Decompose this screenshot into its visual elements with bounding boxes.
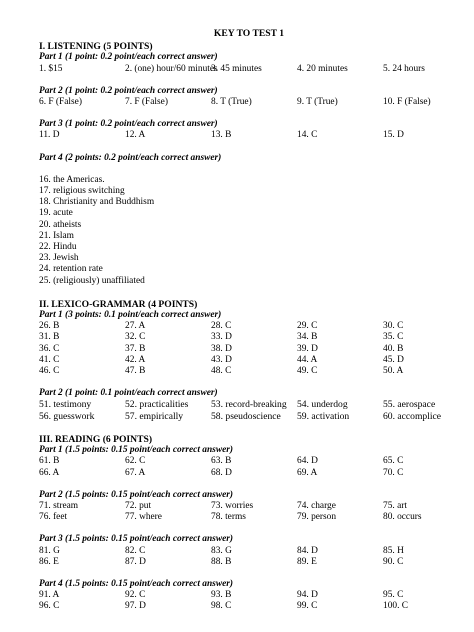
answer-row xyxy=(39,355,459,366)
answer-item: 69. A xyxy=(297,467,318,478)
answer-item: 93. B xyxy=(211,590,232,601)
listening-part3-heading: Part 3 (1 point: 0.2 point/each correct answer) xyxy=(39,119,218,130)
answer-row xyxy=(39,332,459,343)
answer-item: 35. C xyxy=(383,332,404,343)
answer-item: 1. $15 xyxy=(39,63,63,74)
answer-row xyxy=(39,546,459,557)
answer-item: 33. D xyxy=(211,332,232,343)
answer-item: 89. E xyxy=(297,556,317,567)
answer-item: 100. C xyxy=(383,601,409,612)
answer-item: 46. C xyxy=(39,366,60,377)
answer-item: 8. T (True) xyxy=(211,97,252,108)
answer-item: 71. stream xyxy=(39,500,79,511)
answer-item: 97. D xyxy=(125,601,146,612)
answer-item: 60. accomplice xyxy=(383,410,442,422)
list-item: 25. (religiously) unaffiliated xyxy=(39,275,145,286)
answer-item: 26. B xyxy=(39,321,60,332)
answer-item: 80. occurs xyxy=(383,512,422,523)
answer-row xyxy=(39,411,459,422)
answer-item: 78. terms xyxy=(211,512,246,523)
answer-item: 42. A xyxy=(125,354,146,365)
answer-item: 64. D xyxy=(297,456,318,467)
answer-item: 29. C xyxy=(297,321,318,332)
answer-item: 75. art xyxy=(383,500,407,511)
answer-item: 27. A xyxy=(125,321,146,332)
answer-item: 7. F (False) xyxy=(125,97,168,108)
listening-part2-heading: Part 2 (1 point: 0.2 point/each correct answer) xyxy=(39,85,218,96)
answer-key-page xyxy=(39,28,459,613)
answer-row xyxy=(39,468,459,479)
answer-row xyxy=(39,557,459,568)
list-item: 19. acute xyxy=(39,208,73,219)
answer-item: 70. C xyxy=(383,467,404,478)
answer-item: 45. D xyxy=(383,354,404,365)
list-item: 20. atheists xyxy=(39,219,82,230)
answer-item: 2. (one) hour/60 minutes xyxy=(125,63,218,74)
answer-row xyxy=(39,456,459,467)
list-item: 21. Islam xyxy=(39,230,74,241)
answer-item: 40. B xyxy=(383,343,404,354)
answer-item: 50. A xyxy=(383,366,404,377)
answer-item: 3. 45 minutes xyxy=(211,63,262,74)
answer-row xyxy=(39,399,459,410)
answer-item: 56. guesswork xyxy=(39,410,95,422)
answer-item: 14. C xyxy=(297,130,318,141)
answer-item: 43. D xyxy=(211,354,232,365)
answer-item: 85. H xyxy=(383,545,404,556)
answer-item: 61. B xyxy=(39,456,60,467)
reading-part2-heading: Part 2 (1.5 points: 0.15 point/each correct answer) xyxy=(39,489,234,500)
answer-item: 84. D xyxy=(297,545,318,556)
answer-item: 55. aerospace xyxy=(383,399,436,411)
answer-item: 52. practicalities xyxy=(125,399,189,411)
answer-list xyxy=(39,175,459,287)
list-item: 23. Jewish xyxy=(39,253,79,264)
reading-part1-heading: Part 1 (1.5 points: 0.15 point/each correct answer) xyxy=(39,445,234,456)
answer-item: 13. B xyxy=(211,130,232,141)
answer-item: 58. pseudoscience xyxy=(211,410,281,422)
answer-row xyxy=(39,130,459,141)
answer-item: 49. C xyxy=(297,366,318,377)
answer-item: 47. B xyxy=(125,366,146,377)
answer-row xyxy=(39,366,459,377)
answer-item: 59. activation xyxy=(297,410,350,422)
list-item: 24. retention rate xyxy=(39,264,103,275)
answer-item: 74. charge xyxy=(297,500,336,511)
answer-item: 38. D xyxy=(211,343,232,354)
answer-item: 77. where xyxy=(125,512,162,523)
lexico-heading: II. LEXICO-GRAMMAR (4 POINTS) xyxy=(39,298,198,310)
answer-item: 28. C xyxy=(211,321,232,332)
answer-item: 51. testimony xyxy=(39,399,92,411)
reading-part4-heading: Part 4 (1.5 points: 0.15 point/each correct answer) xyxy=(39,578,234,589)
answer-item: 86. E xyxy=(39,556,59,567)
lexico-part2-heading: Part 2 (1 point: 0.1 point/each correct answer) xyxy=(39,388,218,399)
answer-row xyxy=(39,512,459,523)
list-item: 18. Christianity and Buddhism xyxy=(39,197,155,208)
answer-row xyxy=(39,601,459,612)
answer-item: 87. D xyxy=(125,556,146,567)
answer-item: 32. C xyxy=(125,332,146,343)
answer-item: 83. G xyxy=(211,545,232,556)
answer-item: 31. B xyxy=(39,332,60,343)
answer-item: 4. 20 minutes xyxy=(297,63,348,74)
answer-item: 90. C xyxy=(383,556,404,567)
reading-part3-heading: Part 3 (1.5 points: 0.15 point/each correct answer) xyxy=(39,534,234,545)
answer-item: 68. D xyxy=(211,467,232,478)
answer-item: 41. C xyxy=(39,354,60,365)
answer-item: 66. A xyxy=(39,467,60,478)
answer-item: 94. D xyxy=(297,590,318,601)
answer-row xyxy=(39,64,459,75)
lexico-part1-heading: Part 1 (3 points: 0.1 point/each correct answer) xyxy=(39,310,222,321)
answer-item: 54. underdog xyxy=(297,399,348,411)
answer-row xyxy=(39,501,459,512)
answer-item: 72. put xyxy=(125,500,152,511)
answer-item: 79. person xyxy=(297,512,337,523)
answer-item: 73. worries xyxy=(211,500,254,511)
listening-heading: I. LISTENING (5 POINTS) xyxy=(39,41,153,53)
list-item: 16. the Americas. xyxy=(39,174,105,185)
answer-item: 44. A xyxy=(297,354,318,365)
answer-item: 10. F (False) xyxy=(383,97,431,108)
answer-item: 48. C xyxy=(211,366,232,377)
answer-item: 5. 24 hours xyxy=(383,63,425,74)
answer-row xyxy=(39,97,459,108)
answer-item: 81. G xyxy=(39,545,60,556)
reading-heading: III. READING (6 POINTS) xyxy=(39,433,153,445)
answer-row xyxy=(39,590,459,601)
answer-item: 95. C xyxy=(383,590,404,601)
answer-item: 82. C xyxy=(125,545,146,556)
answer-item: 11. D xyxy=(39,130,60,141)
answer-item: 15. D xyxy=(383,130,404,141)
answer-item: 91. A xyxy=(39,590,60,601)
list-item: 17. religious switching xyxy=(39,186,125,197)
answer-item: 12. A xyxy=(125,130,146,141)
answer-item: 96. C xyxy=(39,601,60,612)
answer-item: 67. A xyxy=(125,467,146,478)
answer-item: 98. C xyxy=(211,601,232,612)
answer-row xyxy=(39,321,459,332)
page-title: KEY TO TEST 1 xyxy=(213,28,285,39)
answer-item: 6. F (False) xyxy=(39,97,82,108)
answer-item: 99. C xyxy=(297,601,318,612)
answer-item: 76. feet xyxy=(39,512,68,523)
answer-row xyxy=(39,344,459,355)
answer-item: 63. B xyxy=(211,456,232,467)
answer-item: 65. C xyxy=(383,456,404,467)
answer-item: 39. D xyxy=(297,343,318,354)
answer-item: 30. C xyxy=(383,321,404,332)
answer-item: 92. C xyxy=(125,590,146,601)
answer-item: 62. C xyxy=(125,456,146,467)
list-item: 22. Hindu xyxy=(39,242,77,253)
answer-item: 88. B xyxy=(211,556,232,567)
answer-item: 36. C xyxy=(39,343,60,354)
answer-item: 53. record-breaking xyxy=(211,399,287,411)
answer-item: 37. B xyxy=(125,343,146,354)
listening-part4-heading: Part 4 (2 points: 0.2 point/each correct answer) xyxy=(39,152,222,163)
answer-item: 9. T (True) xyxy=(297,97,338,108)
answer-item: 34. B xyxy=(297,332,318,343)
answer-item: 57. empirically xyxy=(125,410,184,422)
listening-part1-heading: Part 1 (1 point: 0.2 point/each correct answer) xyxy=(39,52,218,63)
